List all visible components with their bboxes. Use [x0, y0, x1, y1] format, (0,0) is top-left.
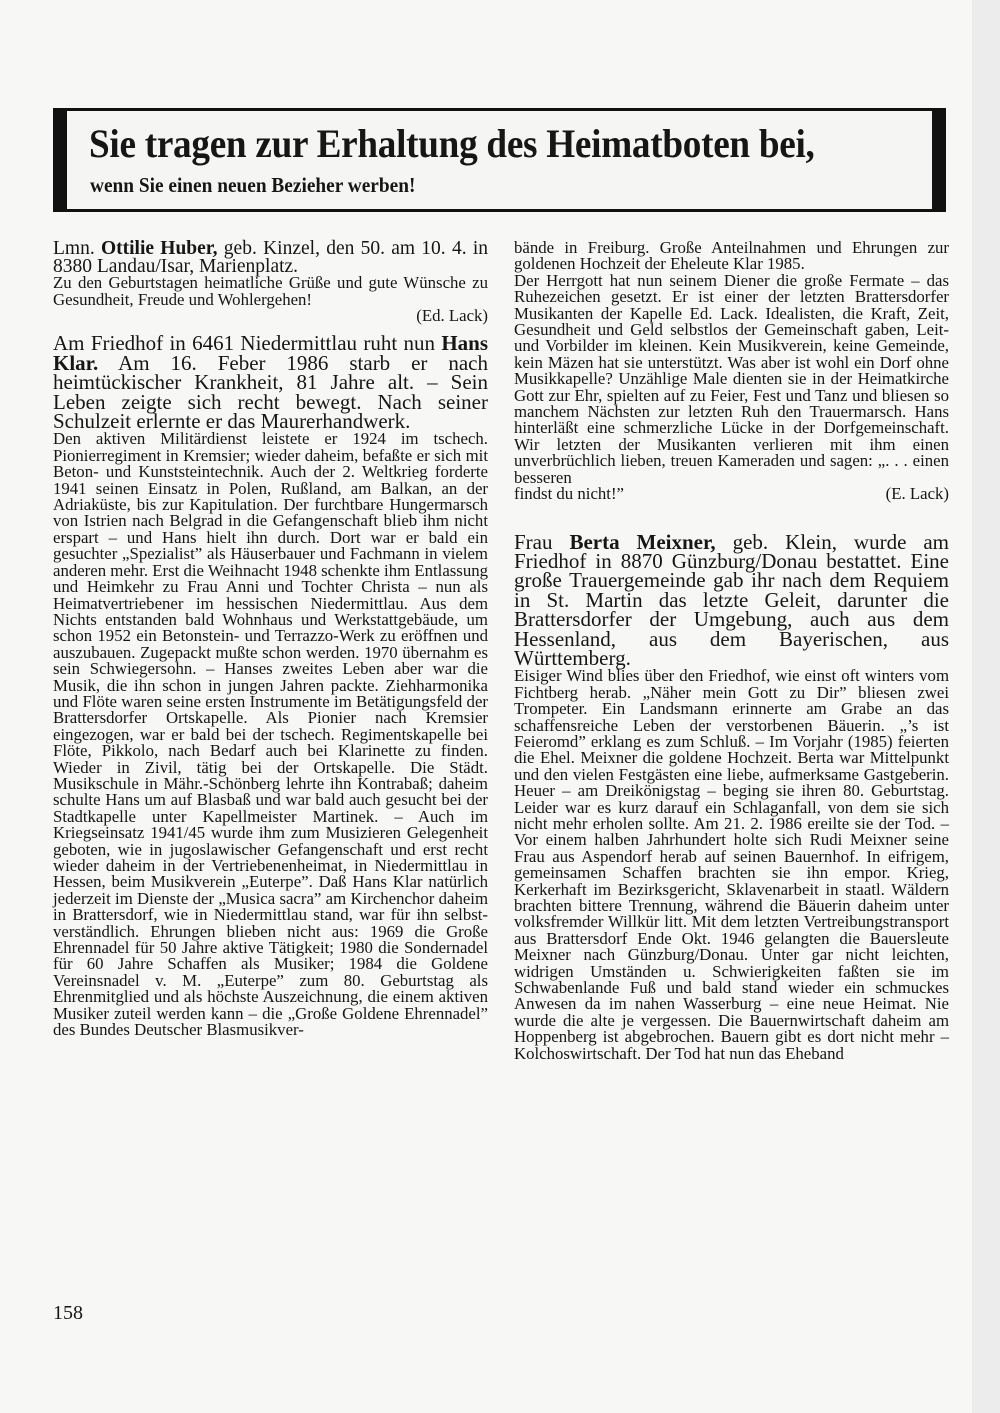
left-column — [53, 240, 488, 1038]
klar-eulogy-last-line: findst du nicht!” — [514, 484, 624, 504]
subscription-banner — [53, 108, 946, 212]
klar-intro-pre: Am Friedhof in 6461 Niedermittlau ruht nun — [53, 331, 442, 356]
page-number: 158 — [53, 1302, 83, 1324]
klar-name: Hans Klar. — [53, 331, 488, 375]
klar-intro — [53, 331, 488, 434]
spacer — [514, 503, 949, 533]
meixner-body: Eisiger Wind blies über den Friedhof, wie einst oft winters vom Fichtberg herab. „Näher mein Gott zu Dir” bliesen zwei Trompeter. Ein Landsmann erinnerte am Grabe an das schaffensreiche Leben der verstorbenen Bäuerin. „’s ist Feieromd” erklang es zum Schluß. – Im Vorjahr (1985) feierten die Ehel. Meixner die goldene Hochzeit. Berta war Mittelpunkt und den vielen Festgästen eine liebe, aufmerksame Gastgeberin. Heuer – am Dreikönigstag – beging sie ihren 80. Geburtstag. Leider war es kurz darauf ein Schlaganfall, von dem sie sich nicht mehr erholen sollte. Am 21. 2. 1986 ereilte sie der Tod. – Vor einem halben Jahrhundert holte sich Rudi Meixner seine Frau aus Aspendorf herab auf seinen Bauernhof. In eifrigem, gemeinsamen Schaffen brachten sie ihn empor. Krieg, Kerkerhaft im Bezirksgericht, Sklavenarbeit in staatl. Wäldern brachten bittere Trennung, während die Bäuerin daheim unter volksfremder Willkür litt. Mit dem letzten Vertreibungstransport aus Brattersdorf Ende Okt. 1946 gelangten die Bauersleute Meixner nach Günzburg/Donau. Unter gar nicht leichten, widrigen Umständen u. Schwierigkeiten faßten sie im Schwabenlande Fuß und bald stand wieder ein schmuckes Anwesen da im nahen Wasserburg – eine neue Heimat. Nie wurde die alte je vergessen. Die Bauernwirtschaft daheim am Hoppenberg ist abgebrochen. Bauern gibt es dort nicht mehr – Kolchoswirtschaft. Der Tod hat nun das Eheband — [514, 666, 949, 1063]
huber-wishes: Zu den Geburtstagen heimatliche Grüße und gute Wünsche zu Gesundheit, Freude und Wohlergehen! — [53, 273, 488, 309]
huber-prefix: Lmn. — [53, 238, 101, 259]
klar-eulogy: Der Herrgott hat nun seinem Diener die große Fermate – das Ruhezeichen gesetzt. Er ist einer der letzten Brattersdorfer Musikanten der Kapelle Ed. Lack. Idealisten, die Kraft, Zeit, Gesundheit und Geld selbstlos der Gemeinschaft gaben, Leit- und Vorbilder im kleinen. Kein Musikverein, keine Gemeinde, kein Mäzen hat sie unterstützt. Was aber ist wohl ein Dorf ohne Musikkapelle? Unzählige Male dienten sie in der Heimatkirche Gott zur Ehr, spielten auf zu Feier, Fest und Tanz und bliesen so manchem Nächsten zur letzten Ruh den Trauermarsch. Hans hinterläßt eine schmerzliche Lücke in der Dorfgemeinschaft. Wir letzten der Musikanten verlieren mit ihm einen unverbrüchlich lieben, treuen Kameraden und sagen: „. . . einen besseren — [514, 270, 949, 487]
right-column — [514, 240, 949, 1062]
banner-subtitle: wenn Sie einen neuen Bezieher werben! — [90, 173, 416, 197]
meixner-intro — [514, 529, 949, 670]
klar-continuation: bände in Freiburg. Große Anteilnahmen und Ehrungen zur goldenen Hochzeit der Eheleute Klar 1985. — [514, 238, 949, 274]
meixner-intro-post: geb. Klein, wurde am Friedhof in 8870 Günzburg/Donau bestattet. Eine große Trauergemeinde gab ihr nach dem Requiem in St. Martin das letzte Geleit, darunter die Brattersdorfer der Umgebung, auch aus dem Hessenland, aus dem Bayerischen, aus Württemberg. — [514, 529, 949, 670]
huber-notice — [53, 240, 488, 275]
klar-intro-post: Am 16. Feber 1986 starb er nach heimtückischer Krankheit, 81 Jahre alt. – Sein Leben zeigte sich recht bewegt. Nach seiner Schulzeit erlernte er das Maurerhandwerk. — [53, 350, 488, 434]
meixner-name: Berta Meixner, — [569, 529, 716, 554]
huber-signature: (Ed. Lack) — [416, 306, 488, 325]
klar-eulogy-end — [514, 486, 949, 502]
klar-signature: (E. Lack) — [885, 484, 949, 504]
klar-body: Den aktiven Militärdienst leistete er 1924 im tschech. Pionierregiment in Kremsier; wieder daheim, befaßte er sich mit Beton- und Kunststeintechnik. Auch der 2. Weltkrieg forderte 1941 seinen Einsatz in Polen, Rußland, am Balkan, an der Adriaküste, bis zur Kapitulation. Der furchtbare Hungermarsch von Istrien nach Belgrad in die Gefangenschaft blieb ihm nicht erspart – und Hans hielt ihn durch. Dort war er bald ein gesuchter „Spezialist” als Häuserbauer und Fachmann in vielem anderen mehr. Erst die Weihnacht 1948 schenkte ihm Entlassung und Heimkehr zu Frau Anni und Tochter Christa – nun als Heimatvertriebener im hessischen Niedermittlau. Aus dem Nichts entstanden bald Wohnhaus und Werkstattgebäude, um schon 1952 ein Betonstein- und Terrazzo-Werk zu eröffnen und auszubauen. Zugepackt mußte schon werden. 1970 übernahm es sein Schwiegersohn. – Hanses zweites Leben aber war die Musik, die ihn schon in jungen Jahren packte. Ziehharmonika und Flöte waren seine ersten Instrumente im Betätigungsfeld der Brattersdorfer Ortskapelle. Als Pionier nach Kremsier eingezogen, war er bald bei der tschech. Regimentskapelle bei Flöte, Pikkolo, nach Bedarf auch bei Klarinette zu finden. Wieder in Zivil, tätig bei der Ortskapelle. Die Städt. Musikschule in Mähr.-Schönberg lehrte ihn Kontrabaß; daheim schulte Hans um auf Blasbaß und war bald auch gesucht bei der Stadtkapelle unter Kapellmeister Martinek. – Auch im Kriegseinsatz 1941/45 wurde ihm zum Musizieren Gelegenheit geboten, wie in jugoslawischer Gefangenschaft und erst recht wieder daheim in der Vertriebenenheimat, in Niedermittlau in Hessen, beim Musikverein „Euterpe”. Daß Hans Klar natürlich jederzeit im Dienste der „Musica sacra” am Kirchenchor daheim in Brattersdorf, wie in Niedermittlau stand, war für ihn selbstverständlich. Ehrungen blieben nicht aus: 1969 die Große Ehrennadel für 50 Jahre aktive Tätigkeit; 1980 die Sondernadel für 60 Jahre Schaffen als Musiker; 1984 die Goldene Vereinsnadel v. M. „Euterpe” zum 80. Geburtstag als Ehrenmitglied und als höchste Auszeichnung, die einem aktiven Musiker zuteil werden kann – die „Große Goldene Ehrennadel” des Bundes Deutscher Blasmusikver- — [53, 429, 489, 1040]
meixner-prefix: Frau — [514, 529, 570, 554]
huber-details: geb. Kinzel, den 50. am 10. 4. in 8380 Landau/Isar, Marienplatz. — [53, 238, 488, 277]
scan-edge — [972, 0, 1000, 1413]
banner-title: Sie tragen zur Erhaltung des Heimatboten bei, — [89, 121, 815, 166]
huber-name: Ottilie Huber, — [100, 238, 218, 259]
